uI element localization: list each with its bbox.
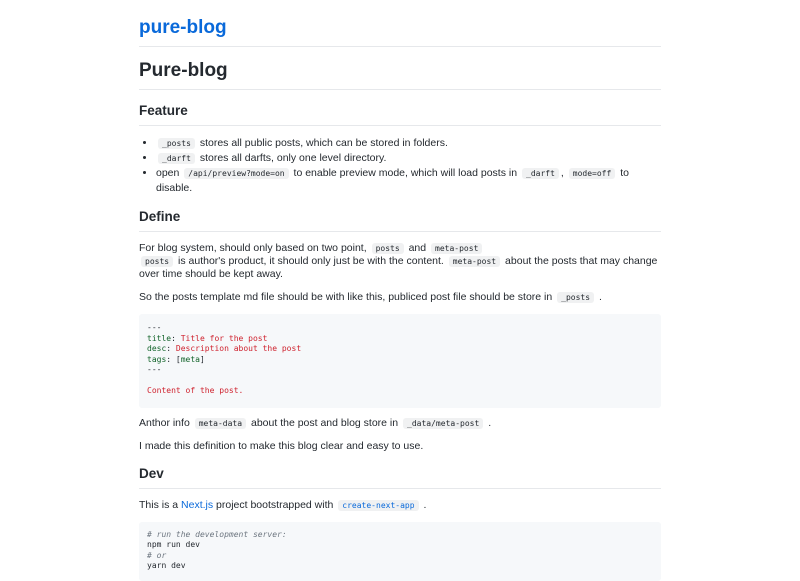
inline-code: _darft — [158, 153, 195, 164]
text: For blog system, should only based on two point, — [139, 242, 367, 254]
nextjs-link[interactable]: Next.js — [181, 498, 214, 511]
dev-paragraph-1 — [139, 499, 661, 512]
text: So the posts template md file should be with like this, publiced post file should be store in — [139, 291, 553, 303]
create-next-app-link[interactable] — [336, 499, 420, 511]
inline-code: _posts — [158, 138, 195, 149]
inline-code: meta-data — [195, 418, 246, 429]
page — [139, 0, 661, 581]
text: project bootstrapped with — [216, 498, 334, 511]
text: This is a — [139, 498, 179, 511]
define-paragraph-4: I made this definition to make this blog clear and easy to use. — [139, 439, 424, 452]
inline-code: _data/meta-post — [403, 418, 483, 429]
text: about the posts that may change over time should be kept away. — [139, 255, 658, 280]
code-block-dev — [139, 522, 661, 581]
heading-feature: Feature — [139, 102, 661, 126]
inline-code: _posts — [557, 292, 594, 303]
list-item-text: to enable preview mode, which will load posts in — [293, 167, 518, 179]
list-item — [156, 136, 661, 151]
code-line: # or — [147, 550, 167, 560]
list-item — [156, 166, 661, 196]
feature-list — [139, 136, 661, 196]
inline-code: posts — [141, 256, 173, 267]
text: . — [598, 291, 602, 303]
list-item-separator: , — [560, 167, 564, 179]
text: is author's product, it should only just be with the content. — [178, 255, 444, 267]
inline-code: meta-post — [449, 256, 500, 267]
code-line: tags: [meta] — [147, 354, 205, 364]
text: . — [488, 416, 492, 429]
list-item-text: stores all public posts, which can be stored in folders. — [199, 137, 448, 149]
text: Anthor info — [139, 416, 190, 429]
define-paragraph-1 — [139, 242, 661, 281]
code-line: --- — [147, 365, 162, 374]
heading-dev: Dev — [139, 465, 661, 489]
list-item-text: stores all darfts, only one level directory. — [199, 152, 387, 164]
code-line: Content of the post. — [147, 386, 244, 395]
code-line: yarn dev — [147, 561, 186, 570]
code-block-template — [139, 314, 661, 408]
code-line: npm run dev — [147, 540, 200, 549]
code-line: --- — [147, 323, 162, 332]
inline-code: create-next-app — [338, 500, 418, 511]
define-paragraph-3 — [139, 417, 661, 430]
text: about the post and blog store in — [251, 416, 399, 429]
heading-define: Define — [139, 208, 661, 232]
code-line — [147, 376, 653, 387]
site-title-link[interactable]: pure-blog — [139, 0, 661, 47]
text: and — [408, 242, 427, 254]
define-paragraph-2 — [139, 291, 661, 304]
page-title: Pure-blog — [139, 59, 661, 90]
inline-code: /api/preview?mode=on — [184, 168, 288, 179]
inline-code: mode=off — [569, 168, 616, 179]
code-line: # run the development server: — [147, 529, 287, 539]
inline-code: posts — [372, 243, 404, 254]
inline-code: meta-post — [431, 243, 482, 254]
list-item-text: open — [156, 167, 180, 179]
list-item-text: to disable. — [156, 167, 629, 194]
inline-code: _darft — [522, 168, 559, 179]
code-line: title: Title for the post — [147, 333, 268, 343]
text: . — [423, 498, 427, 511]
list-item — [156, 151, 661, 166]
code-line: desc: Description about the post — [147, 344, 302, 353]
